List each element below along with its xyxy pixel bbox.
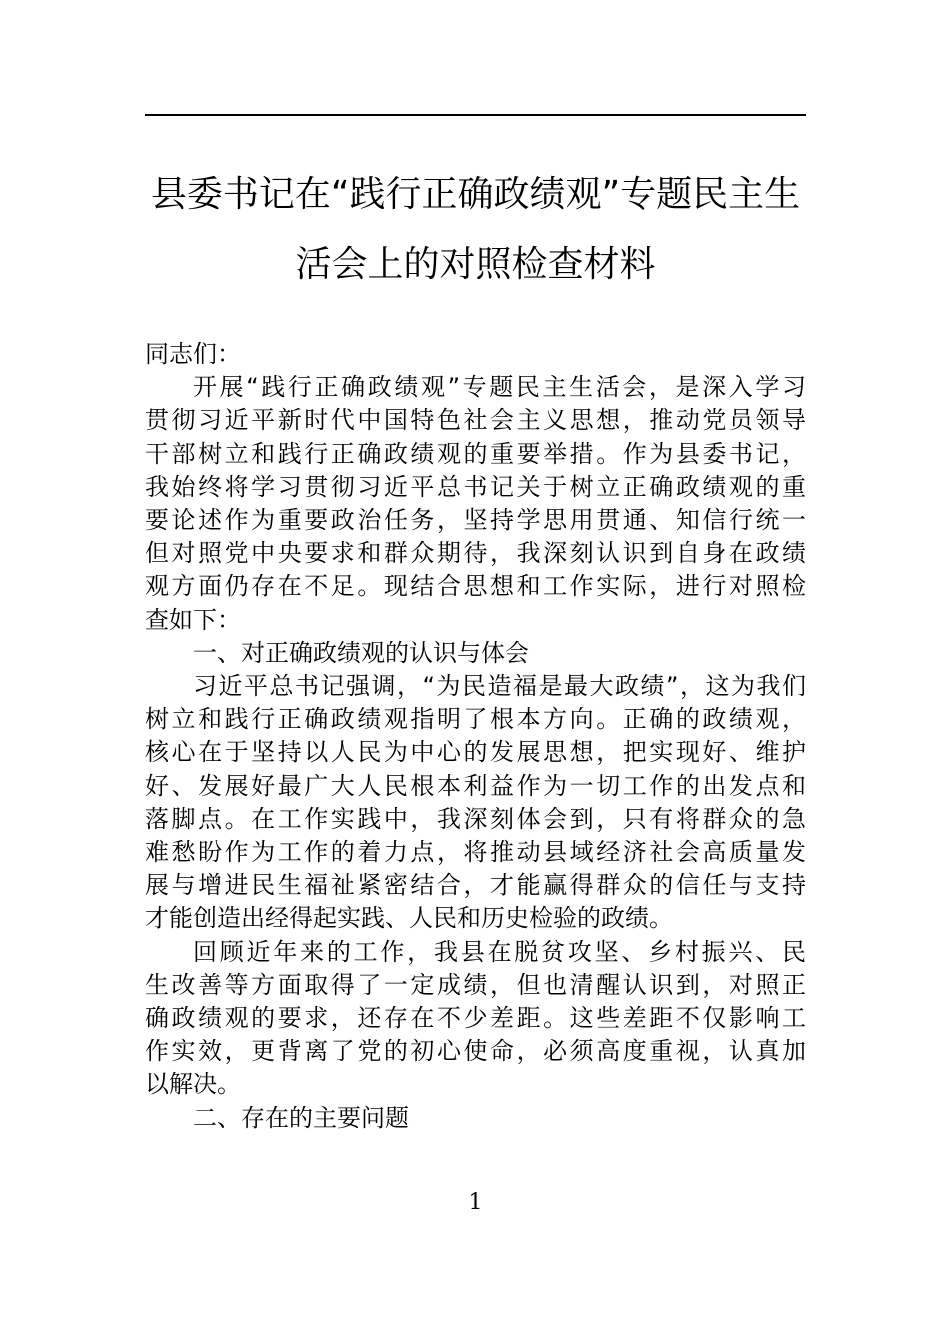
page-number: 1 xyxy=(468,1190,483,1215)
text-line: 核心在于坚持以人民为中心的发展思想，把实现好、维护 xyxy=(145,738,806,767)
text-line: 以解决。 xyxy=(145,1070,241,1099)
text-line: 干部树立和践行正确政绩观的重要举措。作为县委书记， xyxy=(145,439,806,468)
text-line: 开展“践行正确政绩观”专题民主生活会，是深入学习 xyxy=(193,373,806,402)
text-line: 我始终将学习贯彻习近平总书记关于树立正确政绩观的重 xyxy=(145,472,806,501)
salutation xyxy=(145,338,806,371)
title-line: 活会上的对照检查材料 xyxy=(295,244,656,285)
paragraph-understanding xyxy=(145,670,806,936)
document-title xyxy=(145,160,806,300)
text-line: 观方面仍存在不足。现结合思想和工作实际，进行对照检 xyxy=(145,572,806,601)
text-line: 树立和践行正确政绩观指明了根本方向。正确的政绩观， xyxy=(145,705,806,734)
text-line: 落脚点。在工作实践中，我深刻体会到，只有将群众的急 xyxy=(145,804,806,833)
paragraph-review xyxy=(145,936,806,1102)
text-line: 作实效，更背离了党的初心使命，必须高度重视，认真加 xyxy=(145,1037,806,1066)
text-line: 二、存在的主要问题 xyxy=(193,1103,409,1132)
text-line: 难愁盼作为工作的着力点，将推动县域经济社会高质量发 xyxy=(145,838,806,867)
text-line: 展与增进民生福祉紧密结合，才能赢得群众的信任与支持 xyxy=(145,871,806,900)
paragraph-intro xyxy=(145,371,806,637)
text-line: 但对照党中央要求和群众期待，我深刻认识到自身在政绩 xyxy=(145,539,806,568)
section-heading-2 xyxy=(145,1102,806,1135)
header-rule xyxy=(145,114,806,116)
text-line: 回顾近年来的工作，我县在脱贫攻坚、乡村振兴、民 xyxy=(193,937,806,966)
text-line: 一、对正确政绩观的认识与体会 xyxy=(193,638,529,667)
text-line: 生改善等方面取得了一定成绩，但也清醒认识到，对照正 xyxy=(145,970,806,999)
text-line: 好、发展好最广大人民根本利益作为一切工作的出发点和 xyxy=(145,771,806,800)
document-body xyxy=(145,338,806,1135)
section-heading-1 xyxy=(145,637,806,670)
title-line: 县委书记在“践行正确政绩观”专题民主生 xyxy=(150,174,801,215)
text-line: 要论述作为重要政治任务，坚持学思用贯通、知信行统一 xyxy=(145,506,806,535)
text-line: 确政绩观的要求，还存在不少差距。这些差距不仅影响工 xyxy=(145,1004,806,1033)
text-line: 习近平总书记强调，“为民造福是最大政绩”，这为我们 xyxy=(193,672,806,701)
text-line: 查如下： xyxy=(145,605,241,634)
text-line: 贯彻习近平新时代中国特色社会主义思想，推动党员领导 xyxy=(145,406,806,435)
text-line: 同志们： xyxy=(145,340,241,368)
text-line: 才能创造出经得起实践、人民和历史检验的政绩。 xyxy=(145,904,673,933)
